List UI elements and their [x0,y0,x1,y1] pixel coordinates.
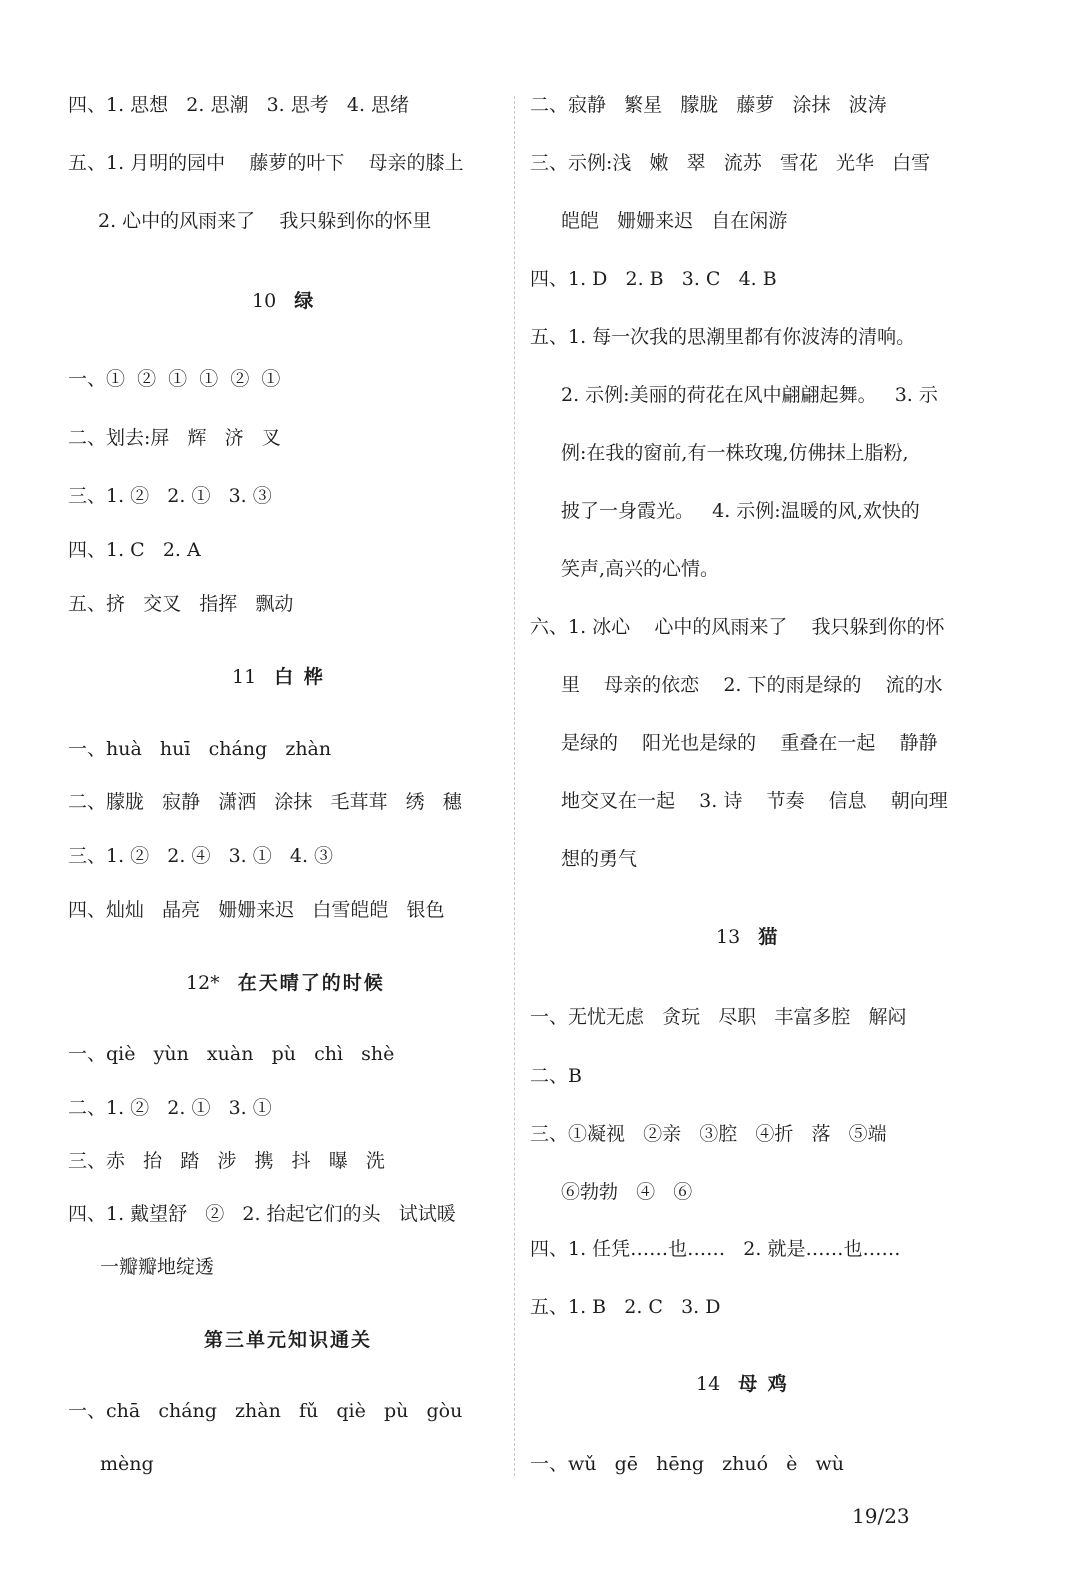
answer-line: 例:在我的窗前,有一株玫瑰,仿佛抹上脂粉, [561,442,909,464]
answer-line: 里 母亲的依恋 2. 下的雨是绿的 流的水 [561,674,943,696]
lesson-title: 母 鸡 [738,1373,789,1395]
answer-line: 四、1. 思想 2. 思潮 3. 思考 4. 思绪 [68,94,410,116]
lesson-heading [232,664,325,690]
answer-line: 二、1. ② 2. ① 3. ① [68,1097,272,1119]
answer-line: 三、①凝视 ②亲 ③腔 ④折 落 ⑤端 [530,1123,887,1145]
answer-line: 五、1. 每一次我的思潮里都有你波涛的清响。 [530,326,916,348]
answer-line: 三、赤 抬 踏 涉 携 抖 曝 洗 [68,1150,385,1172]
lesson-number: 10 [252,290,277,312]
answer-line: 一、① ② ① ① ② ① [68,368,281,390]
answer-line: 披了一身霞光。 4. 示例:温暖的风,欢快的 [561,500,920,522]
answer-line: ⑥勃勃 ④ ⑥ [561,1181,693,1203]
lesson-number: 14 [696,1373,721,1395]
answer-line: 一、huà huī cháng zhàn [68,738,332,760]
lesson-title: 绿 [294,290,316,312]
lesson-number: 12* [186,972,220,994]
answer-line: 一、chā cháng zhàn fǔ qiè pù gòu [68,1400,463,1422]
lesson-heading [186,970,385,996]
answer-line: 地交叉在一起 3. 诗 节奏 信息 朝向理 [561,790,948,812]
answer-line: 一、无忧无虑 贪玩 尽职 丰富多腔 解闷 [530,1006,907,1028]
answer-line: mèng [100,1453,154,1475]
lesson-title: 猫 [758,926,780,948]
section-heading [204,1327,372,1353]
answer-line: 二、划去:屏 辉 济 叉 [68,427,281,449]
answer-line: 五、挤 交叉 指挥 飘动 [68,593,294,615]
column-divider [514,96,515,1476]
answer-line: 是绿的 阳光也是绿的 重叠在一起 静静 [561,732,938,754]
answer-line: 二、寂静 繁星 朦胧 藤萝 涂抹 波涛 [530,94,887,116]
answer-line: 一、qiè yùn xuàn pù chì shè [68,1043,395,1065]
answer-line: 笑声,高兴的心情。 [561,558,720,580]
answer-line: 五、1. B 2. C 3. D [530,1296,721,1318]
lesson-number: 11 [232,666,257,688]
answer-line: 想的勇气 [561,848,638,870]
page-number: 19/23 [852,1504,910,1528]
lesson-number: 13 [716,926,741,948]
answer-line: 二、朦胧 寂静 潇洒 涂抹 毛茸茸 绣 穗 [68,791,462,813]
answer-line: 四、1. C 2. A [68,539,201,561]
lesson-heading [252,288,315,314]
answer-line: 四、1. 戴望舒 ② 2. 抬起它们的头 试试暖 [68,1203,456,1225]
answer-line: 四、1. D 2. B 3. C 4. B [530,268,777,290]
answer-line: 三、1. ② 2. ④ 3. ① 4. ③ [68,845,334,867]
answer-line: 一、wǔ gē hēng zhuó è wù [530,1453,845,1475]
lesson-title: 在天晴了的时候 [237,972,385,994]
lesson-title: 白 桦 [274,666,325,688]
answer-line: 五、1. 月明的园中 藤萝的叶下 母亲的膝上 [68,152,464,174]
answer-line: 2. 心中的风雨来了 我只躲到你的怀里 [98,210,432,232]
answer-line: 三、1. ② 2. ① 3. ③ [68,485,272,507]
answer-line: 六、1. 冰心 心中的风雨来了 我只躲到你的怀 [530,616,945,638]
answer-line: 三、示例:浅 嫩 翠 流苏 雪花 光华 白雪 [530,152,931,174]
answer-line: 2. 示例:美丽的荷花在风中翩翩起舞。 3. 示 [561,384,938,406]
lesson-heading [696,1371,789,1397]
answer-line: 四、灿灿 晶亮 姗姗来迟 白雪皑皑 银色 [68,899,445,921]
answer-line: 四、1. 任凭……也…… 2. 就是……也…… [530,1238,901,1260]
answer-line: 皑皑 姗姗来迟 自在闲游 [561,210,788,232]
answer-line: 一瓣瓣地绽透 [100,1256,215,1278]
section-title: 第三单元知识通关 [204,1329,373,1351]
answer-line: 二、B [530,1065,582,1087]
lesson-heading [716,924,779,950]
